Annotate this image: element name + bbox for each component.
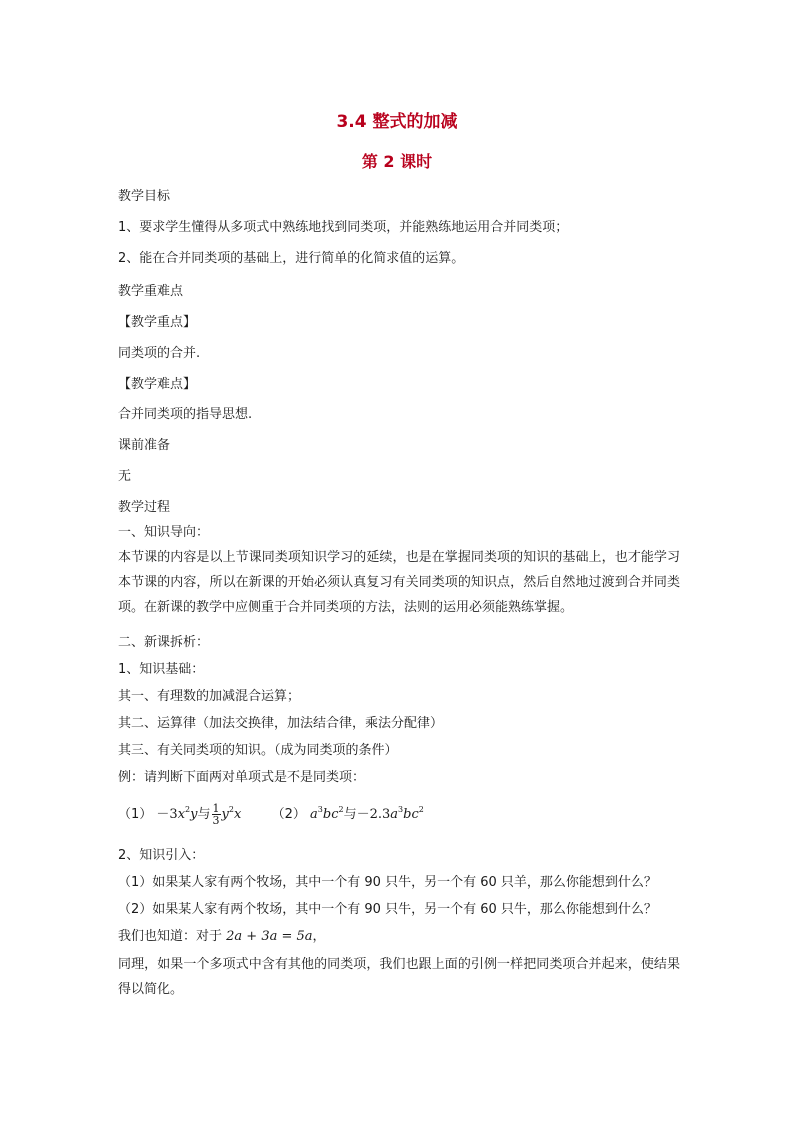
- keypoint-text: 同类项的合并.: [118, 346, 201, 361]
- objectives-heading: 教学目标: [118, 189, 171, 204]
- document-title: 3.4 整式的加减: [336, 112, 458, 132]
- process-heading: 教学过程: [118, 500, 171, 515]
- document-subtitle: 第 2 课时: [361, 152, 433, 171]
- knowledge-intro-heading: 2、知识引入：: [118, 848, 205, 863]
- difficulty-label: 【教学难点】: [118, 377, 197, 392]
- knowledge-basis-heading: 1、知识基础：: [118, 662, 205, 677]
- difficulty-text: 合并同类项的指导思想.: [118, 407, 253, 422]
- basis-item-1: 其一、有理数的加减混合运算；: [118, 689, 301, 704]
- prep-heading: 课前准备: [118, 438, 171, 453]
- closing-paragraph: 同理，如果一个多项式中含有其他的同类项，我们也跟上面的引例一样把同类项合并起来，使结果得以简化。: [118, 957, 680, 997]
- basis-item-2: 其二、运算律（加法交换律，加法结合律，乘法分配律）: [118, 716, 444, 731]
- example-2-term-b: $-2.3a^3bc^2$: [356, 805, 424, 822]
- section-1-heading: 一、知识导向：: [118, 525, 210, 540]
- example-1-connector: 与: [197, 807, 211, 822]
- basis-item-3: 其三、有关同类项的知识。（成为同类项的条件）: [118, 743, 398, 758]
- example-formulas: [118, 800, 688, 830]
- known-identity-suffix: ，: [312, 929, 326, 944]
- fraction-one-third: $\frac{1}{3}$: [212, 802, 220, 827]
- section-2-heading: 二、新课拆析：: [118, 635, 210, 650]
- known-identity-prefix: 我们也知道：对于: [118, 929, 223, 944]
- identity-formula: 2a + 3a = 5a: [226, 929, 313, 944]
- known-identity: [118, 928, 688, 945]
- example-2-term-a: $a^3bc^2$: [310, 805, 344, 822]
- example-prompt: 例：请判断下面两对单项式是不是同类项：: [118, 770, 366, 785]
- keypoint-label: 【教学重点】: [118, 315, 197, 330]
- keypoints-heading: 教学重难点: [118, 284, 184, 299]
- intro-question-2: （2）如果某人家有两个牧场，其中一个有 90 只牛，另一个有 60 只牛，那么你能想到什么？: [118, 902, 657, 917]
- example-2-label: （2）: [271, 807, 306, 822]
- objective-1: 1、要求学生懂得从多项式中熟练地找到同类项，并能熟练地运用合并同类项；: [118, 220, 569, 235]
- example-1-term-b: $y^2x$: [221, 805, 242, 822]
- section-1-paragraph: 本节课的内容是以上节课同类项知识学习的延续，也是在掌握同类项的知识的基础上，也才能学习本节课的内容，所以在新课的开始必须认真复习有关同类项的知识点，然后自然地过渡到合并同类项。在新课的教学中应侧重于合并同类项的方法，法则的运用必须能熟练掌握。: [118, 550, 680, 615]
- prep-text: 无: [118, 469, 132, 484]
- example-2-connector: 与: [343, 807, 357, 822]
- intro-question-1: （1）如果某人家有两个牧场，其中一个有 90 只牛，另一个有 60 只羊，那么你能想到什么？: [118, 875, 657, 890]
- objective-2: 2、能在合并同类项的基础上，进行简单的化简求值的运算。: [118, 251, 465, 266]
- example-1-term-a: $-3x^2y$: [156, 805, 198, 822]
- example-1-label: （1）: [118, 807, 153, 822]
